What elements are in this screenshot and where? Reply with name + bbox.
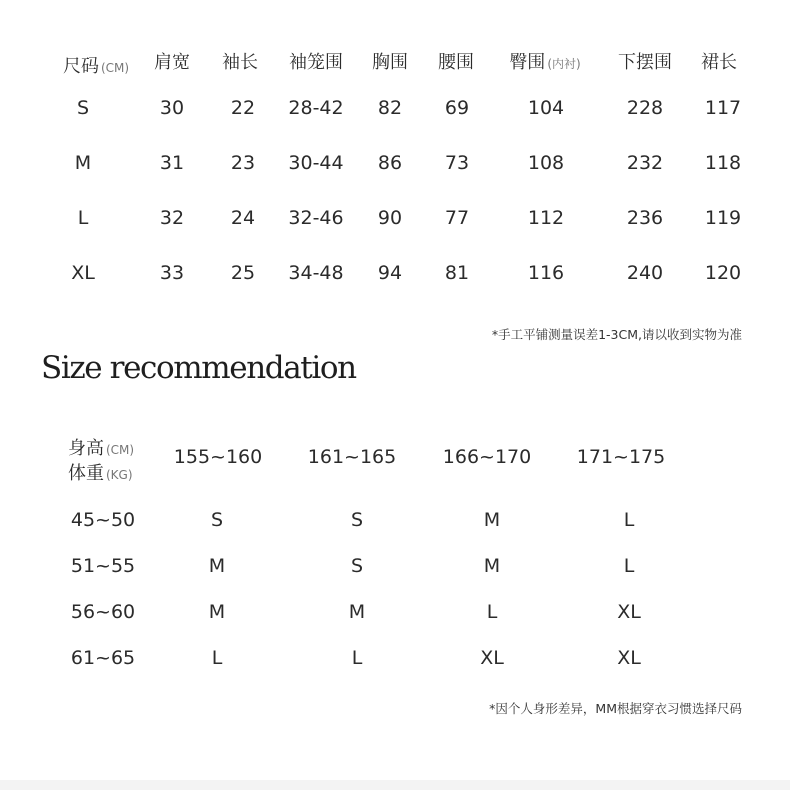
header-dress-length: 裙长 [701, 52, 737, 73]
size-row-s-shoulder: 30 [159, 97, 185, 119]
rec-row-1-col-1: S [210, 509, 224, 531]
size-row-xl-sleeve: 25 [230, 262, 256, 284]
fit-note: *因个人身形差异，MM根据穿衣习惯选择尺码 [489, 701, 742, 716]
rec-row-3-col-1: M [208, 601, 226, 623]
header-armhole: 袖笼围 [289, 52, 343, 73]
size-row-m-hip: 108 [527, 152, 565, 174]
size-row-l-hip: 112 [527, 207, 565, 229]
size-row-s-hem: 228 [626, 97, 664, 119]
size-row-m-hem: 232 [626, 152, 664, 174]
size-row-l-hem: 236 [626, 207, 664, 229]
size-row-m-armhole: 30-44 [288, 152, 344, 174]
rec-row-4-col-4: XL [617, 647, 641, 669]
rec-row-4-col-2: L [351, 647, 363, 669]
rec-row-1-col-4: L [623, 509, 635, 531]
rec-row-2-col-2: S [350, 555, 364, 577]
height-range-4: 171~175 [576, 446, 666, 468]
size-row-m-bust: 86 [377, 152, 403, 174]
weight-range-4: 61~65 [70, 647, 136, 669]
recommendation-title: Size recommendation [41, 350, 356, 386]
height-range-3: 166~170 [442, 446, 532, 468]
size-row-xl-length: 120 [704, 262, 742, 284]
rec-row-2-col-1: M [208, 555, 226, 577]
size-row-m-sleeve: 23 [230, 152, 256, 174]
size-row-l-waist: 77 [444, 207, 470, 229]
header-shoulder: 肩宽 [154, 52, 190, 73]
header-sleeve-length: 袖长 [222, 52, 258, 73]
size-row-xl-shoulder: 33 [159, 262, 185, 284]
size-row-xl-hip: 116 [527, 262, 565, 284]
rec-row-3-col-4: XL [617, 601, 641, 623]
size-row-xl-armhole: 34-48 [288, 262, 344, 284]
height-range-2: 161~165 [307, 446, 397, 468]
header-waist: 腰围 [438, 52, 474, 73]
size-row-xl-hem: 240 [626, 262, 664, 284]
weight-range-3: 56~60 [70, 601, 136, 623]
rec-row-3-col-2: M [348, 601, 366, 623]
height-header: 身高 (CM) [68, 438, 135, 459]
rec-row-1-col-2: S [350, 509, 364, 531]
height-range-1: 155~160 [173, 446, 263, 468]
header-hip: 臀围 (内衬) [509, 52, 581, 73]
size-row-m-size: M [74, 152, 92, 174]
rec-row-1-col-3: M [483, 509, 501, 531]
size-row-xl-bust: 94 [377, 262, 403, 284]
size-row-m-shoulder: 31 [159, 152, 185, 174]
rec-row-4-col-1: L [211, 647, 223, 669]
size-row-s-waist: 69 [444, 97, 470, 119]
size-row-s-bust: 82 [377, 97, 403, 119]
size-row-m-waist: 73 [444, 152, 470, 174]
size-row-l-sleeve: 24 [230, 207, 256, 229]
rec-row-2-col-3: M [483, 555, 501, 577]
size-row-l-bust: 90 [377, 207, 403, 229]
size-row-s-sleeve: 22 [230, 97, 256, 119]
size-row-l-size: L [77, 207, 89, 229]
header-size: 尺码 (CM) [63, 56, 130, 77]
weight-range-2: 51~55 [70, 555, 136, 577]
rec-row-3-col-3: L [486, 601, 498, 623]
header-bust: 胸围 [372, 52, 408, 73]
size-row-xl-waist: 81 [444, 262, 470, 284]
size-row-xl-size: XL [71, 262, 95, 284]
rec-row-4-col-3: XL [480, 647, 504, 669]
size-row-l-length: 119 [704, 207, 742, 229]
size-row-s-size: S [76, 97, 90, 119]
bottom-divider [0, 780, 790, 790]
measurement-note: *手工平铺测量误差1-3CM,请以收到实物为准 [491, 327, 742, 342]
weight-range-1: 45~50 [70, 509, 136, 531]
header-hem: 下摆围 [618, 52, 672, 73]
rec-row-2-col-4: L [623, 555, 635, 577]
size-row-l-armhole: 32-46 [288, 207, 344, 229]
weight-header: 体重 (KG) [68, 463, 133, 484]
size-row-m-length: 118 [704, 152, 742, 174]
size-row-s-hip: 104 [527, 97, 565, 119]
size-row-l-shoulder: 32 [159, 207, 185, 229]
size-row-s-length: 117 [704, 97, 742, 119]
size-row-s-armhole: 28-42 [288, 97, 344, 119]
